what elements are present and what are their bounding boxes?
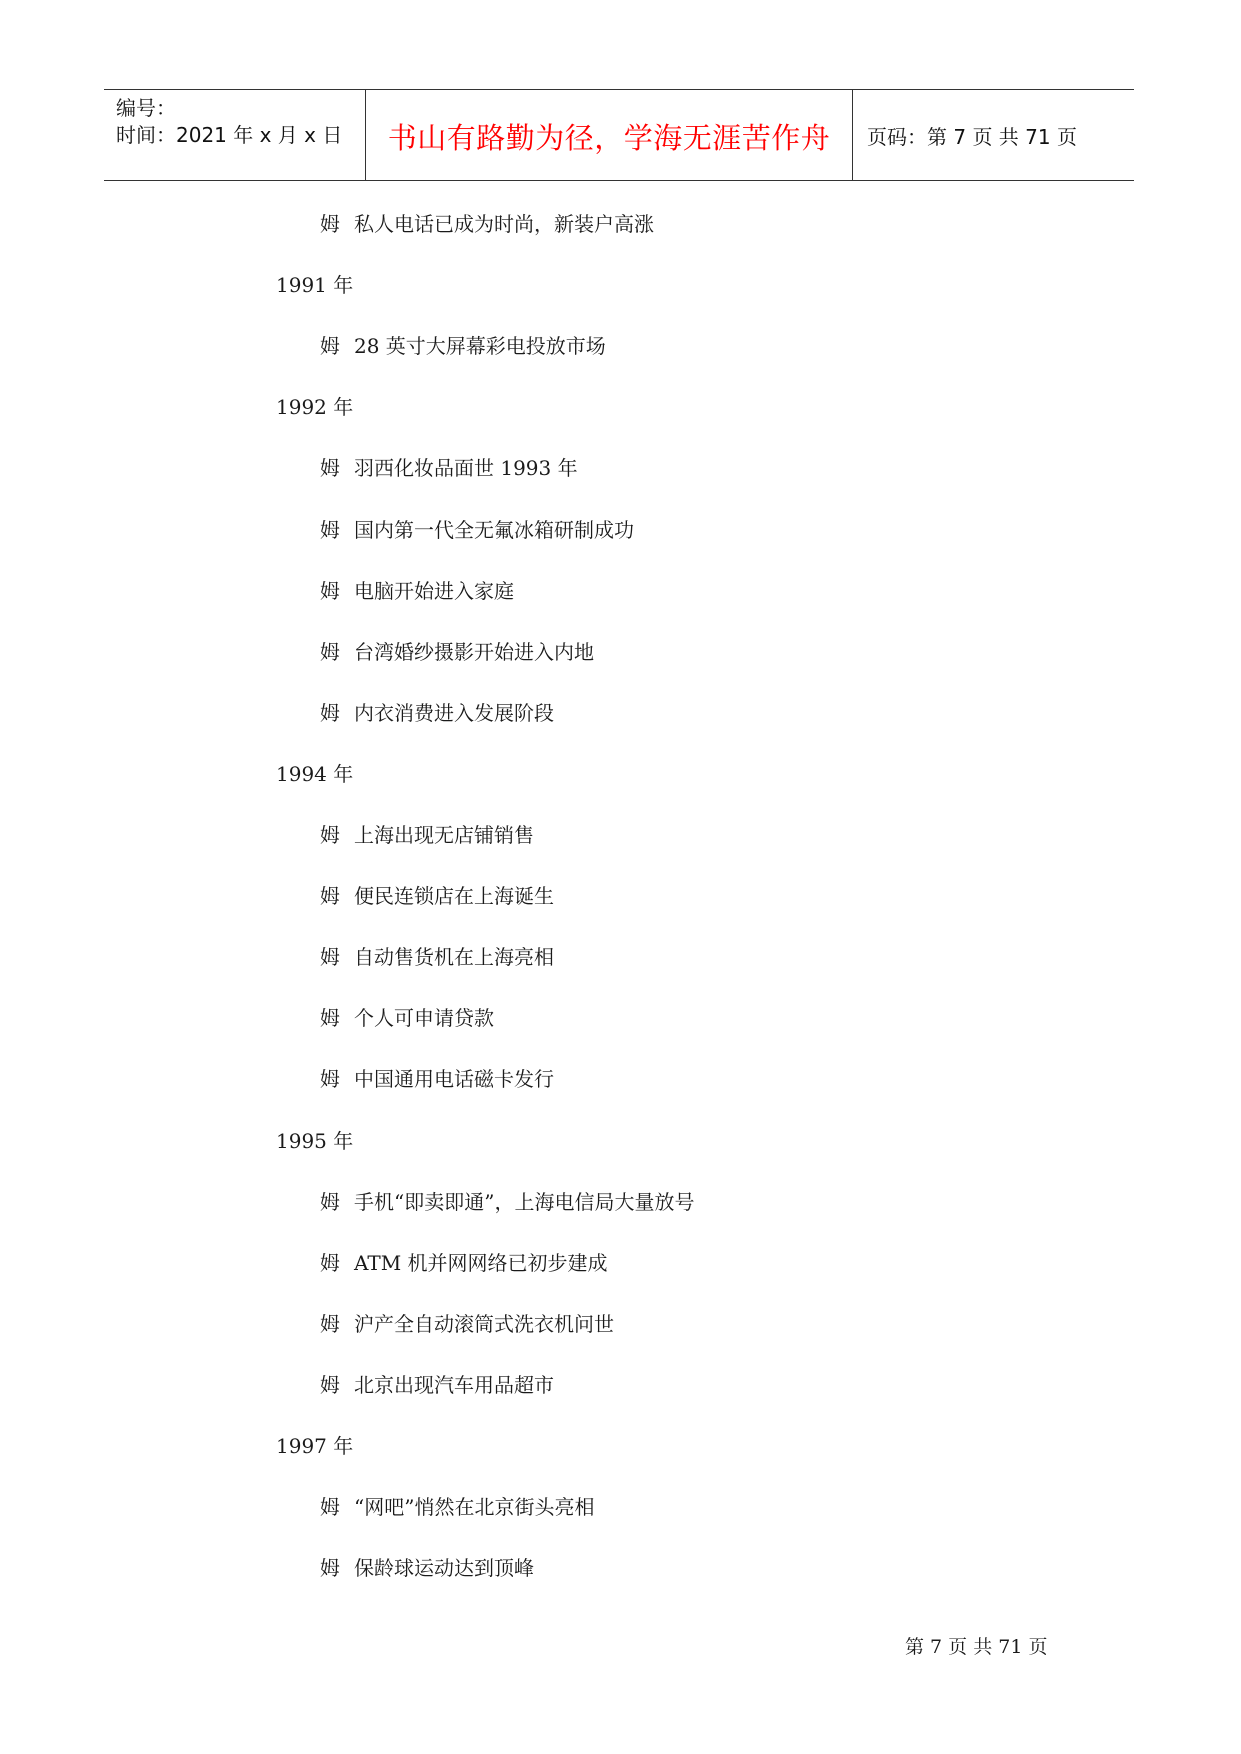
list-item (320, 701, 554, 725)
bullet-glyph: 姆 (320, 823, 340, 847)
bullet-glyph: 姆 (320, 1251, 340, 1275)
list-item (320, 640, 594, 664)
bullet-glyph: 姆 (320, 456, 340, 480)
list-item-text: 28 英寸大屏幕彩电投放市场 (354, 334, 606, 358)
list-item-text: 上海出现无店铺销售 (354, 823, 534, 847)
list-item (320, 1312, 614, 1336)
bullet-glyph: 姆 (320, 1190, 340, 1214)
list-item (320, 1251, 608, 1275)
list-item-text: 台湾婚纱摄影开始进入内地 (354, 640, 594, 664)
list-item-text: 中国通用电话磁卡发行 (354, 1067, 554, 1091)
year-heading: 1992 年 (276, 395, 354, 419)
list-item-text: 内衣消费进入发展阶段 (354, 701, 554, 725)
list-item (320, 1006, 494, 1030)
header-page-info: 页码：第 7 页 共 71 页 (867, 124, 1077, 149)
list-item (320, 1373, 554, 1397)
list-item (320, 518, 634, 542)
bullet-glyph: 姆 (320, 1556, 340, 1580)
list-item (320, 1556, 534, 1580)
document-time-label: 时间：2021 年 x 月 x 日 (116, 123, 343, 147)
list-item-text: 个人可申请贷款 (354, 1006, 494, 1030)
bullet-glyph: 姆 (320, 1312, 340, 1336)
list-item (320, 334, 606, 358)
list-item (320, 579, 514, 603)
list-item-text: 沪产全自动滚筒式洗衣机问世 (354, 1312, 614, 1336)
list-item (320, 1495, 594, 1519)
bullet-glyph: 姆 (320, 518, 340, 542)
bullet-glyph: 姆 (320, 1067, 340, 1091)
year-heading: 1994 年 (276, 762, 354, 786)
list-item-text: 便民连锁店在上海诞生 (354, 884, 554, 908)
list-item (320, 212, 654, 236)
list-item-text: 保龄球运动达到顶峰 (354, 1556, 534, 1580)
bullet-glyph: 姆 (320, 884, 340, 908)
year-heading: 1991 年 (276, 273, 354, 297)
bullet-glyph: 姆 (320, 640, 340, 664)
list-item-text: 国内第一代全无氟冰箱研制成功 (354, 518, 634, 542)
list-item-text: 私人电话已成为时尚，新装户高涨 (354, 212, 654, 236)
list-item (320, 884, 554, 908)
list-item-text: 自动售货机在上海亮相 (354, 945, 554, 969)
list-item (320, 945, 554, 969)
page-footer: 第 7 页 共 71 页 (905, 1636, 1048, 1658)
list-item-text: 北京出现汽车用品超市 (354, 1373, 554, 1397)
list-item (320, 823, 534, 847)
list-item-text: 手机“即卖即通”，上海电信局大量放号 (354, 1190, 695, 1214)
bullet-glyph: 姆 (320, 701, 340, 725)
list-item (320, 1190, 694, 1214)
list-item (320, 1067, 554, 1091)
bullet-glyph: 姆 (320, 1006, 340, 1030)
bullet-glyph: 姆 (320, 212, 340, 236)
list-item-text: 羽西化妆品面世 1993 年 (354, 456, 578, 480)
header-motto: 书山有路勤为径，学海无涯苦作舟 (366, 90, 853, 180)
list-item-text: ATM 机并网网络已初步建成 (354, 1251, 608, 1275)
bullet-glyph: 姆 (320, 334, 340, 358)
bullet-glyph: 姆 (320, 945, 340, 969)
year-heading: 1997 年 (276, 1434, 354, 1458)
list-item (320, 456, 578, 480)
document-number-label: 编号： (116, 96, 176, 120)
bullet-glyph: 姆 (320, 1495, 340, 1519)
bullet-glyph: 姆 (320, 1373, 340, 1397)
list-item-text: 电脑开始进入家庭 (354, 579, 514, 603)
bullet-glyph: 姆 (320, 579, 340, 603)
year-heading: 1995 年 (276, 1129, 354, 1153)
list-item-text: “网吧”悄然在北京街头亮相 (354, 1495, 595, 1519)
